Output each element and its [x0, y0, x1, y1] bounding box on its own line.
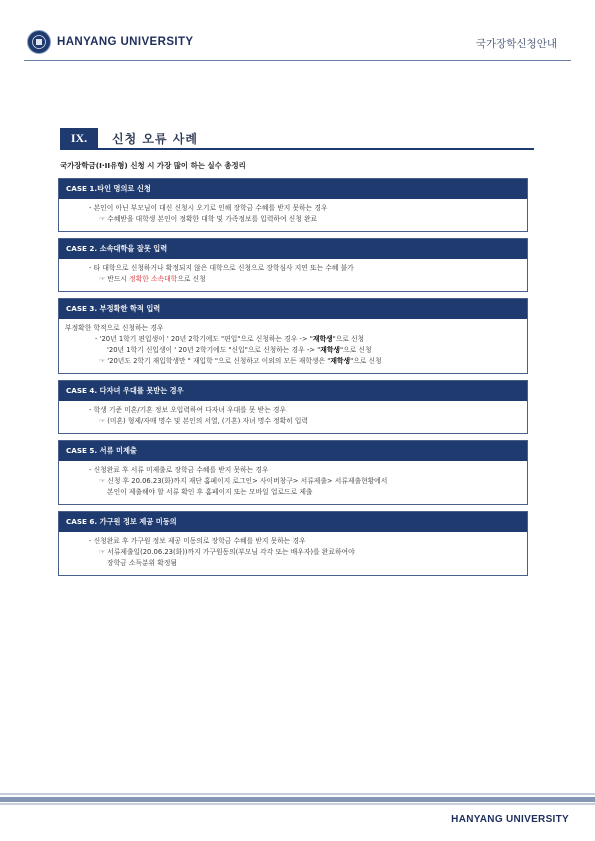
- case-title: CASE 4. 다자녀 우대를 못받는 경우: [59, 381, 527, 401]
- footer-stripe: [0, 793, 595, 795]
- case-line: [59, 334, 527, 345]
- case-line: - 신청완료 후 가구원 정보 제공 미동의로 장학금 수혜를 받지 못하는 경우: [89, 537, 306, 545]
- case-line: ☞ 수혜받을 대학생 본인이 정확한 대학 및 가족정보를 입력하여 신청 완료: [99, 215, 318, 223]
- case-line: [59, 274, 527, 285]
- emphasis-text: 재학생: [312, 335, 333, 343]
- case-line: 본인이 제출해야 할 서류 확인 후 홈페이지 또는 모바일 업로드로 제출: [107, 488, 313, 496]
- case-text: ☞ '20년도 2학기 재입학생만 " 재입학 "으로 신청하고 이외의 모든 재학생은 ": [99, 357, 331, 365]
- case-line: - 학생 기준 미혼/기혼 정보 오입력하여 다자녀 우대를 못 받는 경우: [89, 406, 287, 414]
- university-logo: [27, 30, 194, 54]
- case-title: CASE 5. 서류 미제출: [59, 441, 527, 461]
- case-line: - 신청완료 후 서류 미제출로 장학금 수혜를 받지 못하는 경우: [89, 466, 269, 474]
- case-title: CASE 6. 가구원 정보 제공 미동의: [59, 512, 527, 532]
- case-box-5: [58, 440, 528, 505]
- section-underline: [60, 148, 534, 150]
- case-line: [59, 356, 527, 367]
- case-line: 장학금 소득분위 확정됨: [107, 559, 177, 567]
- case-title: CASE 3. 부정확한 학적 입력: [59, 299, 527, 319]
- case-body: [59, 199, 527, 231]
- case-line: - 본인이 아닌 부모님이 대신 신청시 오기로 인해 장학금 수혜를 받지 못하는 경우: [89, 204, 328, 212]
- summary-subtitle: 국가장학금(I·II유형) 신청 시 가장 많이 하는 실수 총정리: [60, 161, 246, 170]
- case-box-3: [58, 298, 528, 374]
- case-text: "으로 신청: [350, 357, 382, 365]
- header-document-title: 국가장학신청안내: [475, 38, 557, 50]
- case-title: CASE 1.타인 명의로 신청: [59, 179, 527, 199]
- case-body: [59, 319, 527, 373]
- emphasis-text: 재학생: [320, 346, 340, 354]
- section-heading: [60, 128, 534, 150]
- case-line: - 타 대학으로 신청하거나 확정되지 않은 대학으로 신청으로 장학심사 지연 또는 수혜 불가: [89, 264, 354, 272]
- case-body: [59, 401, 527, 433]
- case-text: "으로 신청: [332, 335, 365, 343]
- header-university-name: HANYANG UNIVERSITY: [57, 36, 194, 48]
- case-body: [59, 461, 527, 504]
- case-line: ☞ 신청 후 20.06.23(화)까지 재단 홈페이지 로그인> 사이버창구> 서류제출> 서류제출현황에서: [99, 477, 388, 485]
- highlight-text: 정확한 소속대학: [129, 275, 178, 283]
- case-box-1: [58, 178, 528, 232]
- case-box-6: [58, 511, 528, 576]
- footer-stripe: [0, 803, 595, 805]
- case-text: 으로 신청: [177, 275, 206, 283]
- case-text: "으로 신청: [339, 346, 372, 354]
- case-list: [58, 178, 528, 582]
- university-seal-icon: [27, 30, 51, 54]
- section-number: IX.: [60, 128, 98, 148]
- case-body: [59, 259, 527, 291]
- case-body: [59, 532, 527, 575]
- page-header: [0, 0, 595, 70]
- case-line: 부정확한 학적으로 신청하는 경우: [65, 324, 164, 332]
- case-line: ☞ 서류제출일(20.06.23(화))까지 가구원동의(부모님 각각 또는 배우자)를 완료하여야: [99, 548, 355, 556]
- footer-stripe: [0, 797, 595, 802]
- case-text: ☞ 반드시: [99, 275, 130, 283]
- case-text: '20년 1학기 신입생이 ' 20년 2학기에도 "신입"으로 신청하는 경우 -> ": [107, 346, 321, 354]
- section-title: 신청 오류 사례: [112, 132, 198, 146]
- footer-university-name: HANYANG UNIVERSITY: [451, 814, 569, 825]
- case-box-2: [58, 238, 528, 292]
- case-title: CASE 2. 소속대학을 잘못 입력: [59, 239, 527, 259]
- emphasis-text: 재학생: [330, 357, 351, 365]
- case-line: ☞ (미혼) 형제/자매 명수 및 본인의 서열, (기혼) 자녀 명수 정확히 입력: [99, 417, 309, 425]
- case-text: - '20년 1학기 편입생이 ' 20년 2학기에도 "편입"으로 신청하는 경우 -> ": [95, 335, 313, 343]
- case-line: [59, 345, 527, 356]
- case-box-4: [58, 380, 528, 434]
- header-divider: [24, 60, 571, 61]
